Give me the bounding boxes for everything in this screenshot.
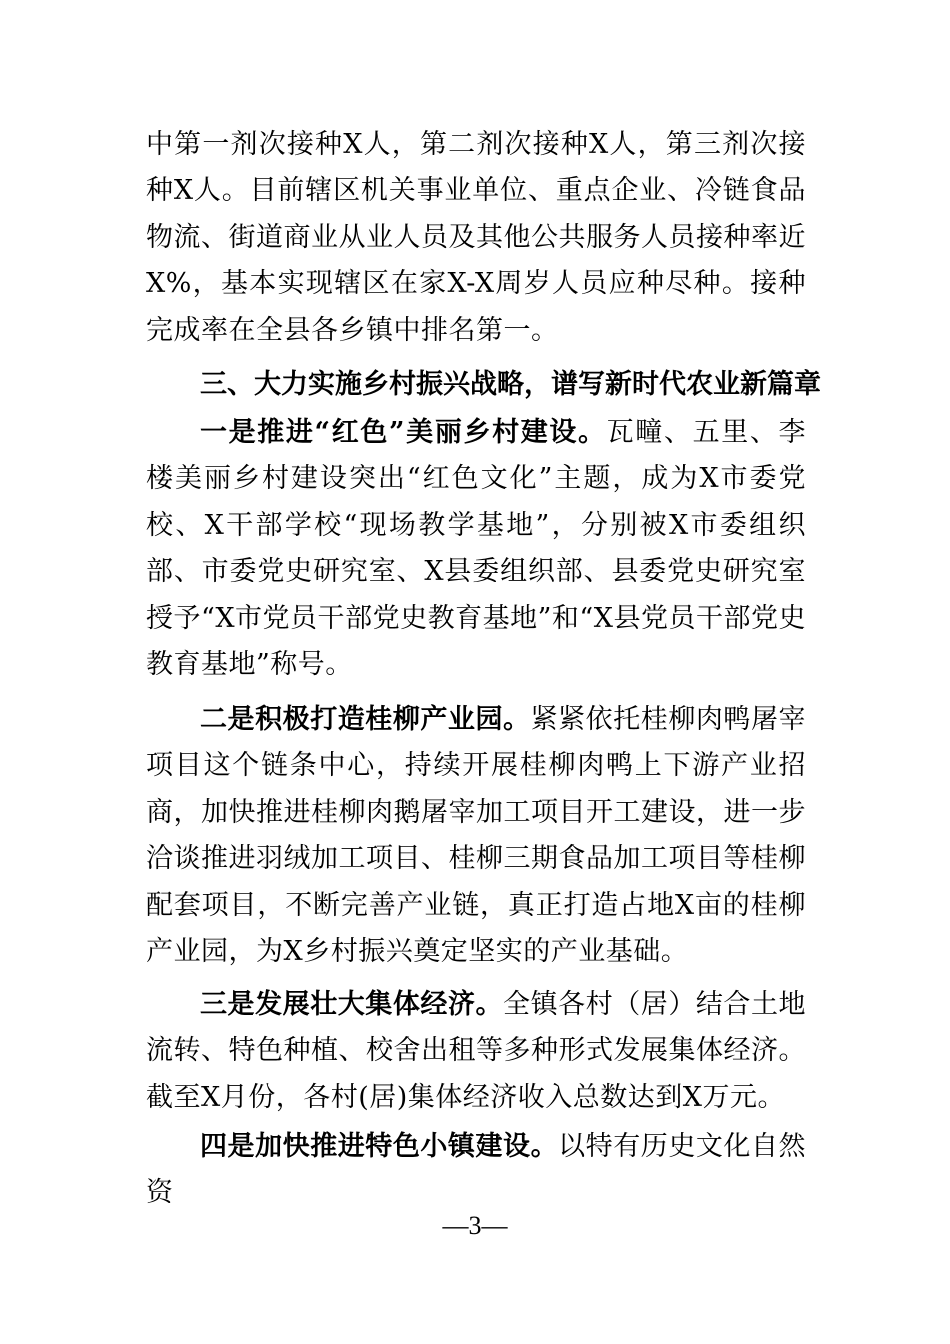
item-body-4: 以特有历史文化自然资 [146, 1131, 807, 1209]
item-lead-1: 一是推进“红色”美丽乡村建设。 [200, 417, 607, 448]
continuation-paragraph: 中第一剂次接种X人，第二剂次接种X人，第三剂次接种X人。目前辖区机关事业单位、重点企业、冷链食品物流、街道商业从业人员及其他公共服务人员接种率近X%，基本实现辖区在家X-X周岁人员应种尽种。接种完成率在全县各乡镇中排名第一。 [146, 129, 806, 346]
item-paragraph-4 [146, 1124, 806, 1217]
item-paragraph-1 [146, 410, 806, 688]
item-lead-3: 三是发展壮大集体经济。 [200, 989, 504, 1020]
page-number: —3— [442, 1211, 508, 1240]
item-body-2: 紧紧依托桂柳肉鸭屠宰项目这个链条中心，持续开展桂柳肉鸭上下游产业招商，加快推进桂柳肉鹅屠宰加工项目开工建设，进一步洽谈推进羽绒加工项目、桂柳三期食品加工项目等桂柳配套项目，不断完善产业链，真正打造占地X亩的桂柳产业园，为X乡村振兴奠定坚实的产业基础。 [146, 704, 807, 968]
item-lead-4: 四是加快推进特色小镇建设。 [200, 1131, 559, 1162]
item-paragraph-3 [146, 982, 806, 1121]
item-body-3: 全镇各村（居）结合土地流转、特色种植、校舍出租等多种形式发展集体经济。截至X月份，各村(居)集体经济收入总数达到X万元。 [146, 989, 807, 1113]
item-paragraph-2 [146, 697, 806, 975]
item-body-1: 瓦疃、五里、李楼美丽乡村建设突出“红色文化”主题，成为X市委党校、X干部学校“现场教学基地”，分别被X市委组织部、市委党史研究室、X县委组织部、县委党史研究室授予“X市党员干部党史教育基地”和“X县党员干部党史教育基地”称号。 [146, 417, 807, 681]
section-heading: 三、大力实施乡村振兴战略，谱写新时代农业新篇章 [200, 369, 821, 400]
item-lead-2: 二是积极打造桂柳产业园。 [200, 704, 531, 735]
